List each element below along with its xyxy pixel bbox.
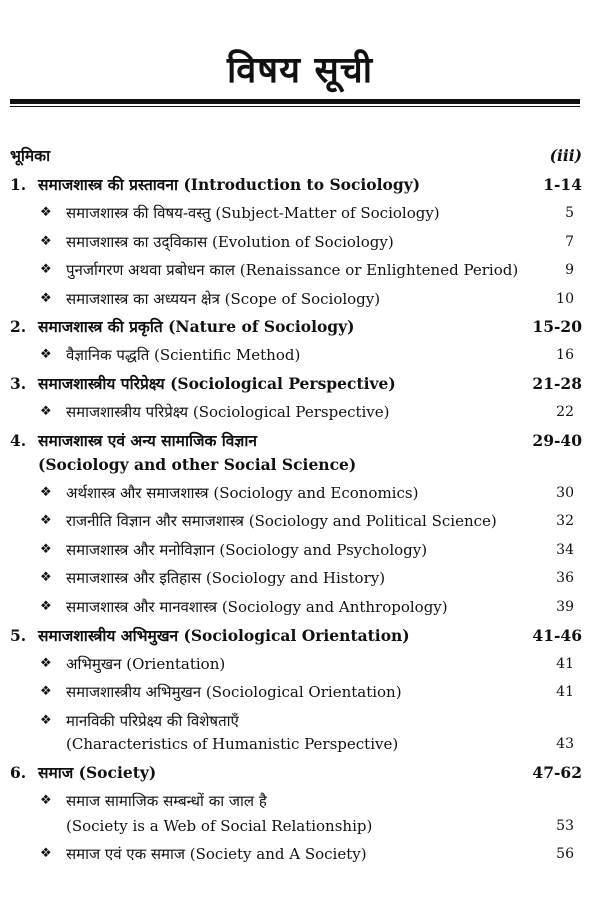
toc-entry-row[interactable] — [10, 790, 582, 812]
entry-page: 22 — [556, 404, 574, 420]
chapter-row[interactable] — [10, 762, 582, 784]
chapter-row[interactable] — [10, 316, 582, 338]
entry-title: समाजशास्त्रीय अभिमुखन (Sociological Orientation) — [66, 683, 402, 701]
chapter-title-english: (Sociology and other Social Science) — [38, 455, 357, 474]
chapter-title: समाजशास्त्र की प्रस्तावना (Introduction to Sociology) — [38, 175, 421, 194]
entry-page: 10 — [556, 291, 574, 307]
chapter-number: 2. — [10, 317, 27, 336]
entry-page: 41 — [556, 684, 574, 700]
chapter-title-continued-row — [10, 454, 582, 476]
entry-page: 43 — [556, 736, 574, 752]
entry-title-english: (Society is a Web of Social Relationship) — [66, 817, 373, 835]
chapter-title: समाजशास्त्रीय अभिमुखन (Sociological Orientation) — [38, 626, 410, 645]
toc-entry-row[interactable] — [10, 596, 582, 618]
chapter-title: समाज (Society) — [38, 763, 157, 782]
chapter-row[interactable] — [10, 373, 582, 395]
chapter-number: 4. — [10, 431, 27, 450]
entry-title-english: (Characteristics of Humanistic Perspective) — [66, 735, 399, 753]
entry-title: मानविकी परिप्रेक्ष्य की विशेषताएँ — [66, 712, 239, 730]
entry-page: 32 — [556, 513, 574, 529]
diamond-bullet-icon: ❖ — [40, 347, 52, 362]
preface-label: भूमिका — [10, 146, 51, 165]
diamond-bullet-icon: ❖ — [40, 234, 52, 249]
diamond-bullet-icon: ❖ — [40, 404, 52, 419]
toc-entry-row[interactable] — [10, 681, 582, 703]
entry-title: समाजशास्त्र की विषय-वस्तु (Subject-Matter of Sociology) — [66, 204, 440, 222]
entry-title: राजनीति विज्ञान और समाजशास्त्र (Sociology and Political Science) — [66, 512, 497, 530]
entry-page: 53 — [556, 818, 574, 834]
entry-page: 30 — [556, 485, 574, 501]
chapter-title: समाजशास्त्र की प्रकृति (Nature of Sociology) — [38, 317, 355, 336]
diamond-bullet-icon: ❖ — [40, 599, 52, 614]
preface-page: (iii) — [549, 146, 582, 165]
entry-title: समाज सामाजिक सम्बन्धों का जाल है — [66, 792, 267, 810]
toc-entry-row[interactable] — [10, 653, 582, 675]
diamond-bullet-icon: ❖ — [40, 570, 52, 585]
entry-title: समाजशास्त्र और मनोविज्ञान (Sociology and Psychology) — [66, 541, 428, 559]
entry-title: समाजशास्त्र और मानवशास्त्र (Sociology and Anthropology) — [66, 598, 448, 616]
entry-page: 39 — [556, 599, 574, 615]
chapter-number: 1. — [10, 175, 27, 194]
toc-entry-row[interactable] — [10, 401, 582, 423]
chapter-pages: 47-62 — [532, 763, 582, 782]
toc-entry-continued-row — [10, 815, 582, 837]
chapter-number: 5. — [10, 626, 27, 645]
chapter-row[interactable] — [10, 625, 582, 647]
chapter-number: 3. — [10, 374, 27, 393]
page-title: विषय सूची — [226, 50, 374, 91]
diamond-bullet-icon: ❖ — [40, 713, 52, 728]
entry-page: 34 — [556, 542, 574, 558]
chapter-row[interactable] — [10, 174, 582, 196]
entry-page: 56 — [556, 846, 574, 862]
toc-entry-row[interactable] — [10, 843, 582, 865]
diamond-bullet-icon: ❖ — [40, 542, 52, 557]
chapter-row[interactable] — [10, 430, 582, 452]
toc-entry-row[interactable] — [10, 482, 582, 504]
entry-title: समाजशास्त्र का उद्‌विकास (Evolution of Sociology) — [66, 233, 394, 251]
toc-entry-row[interactable] — [10, 710, 582, 732]
entry-title: वैज्ञानिक पद्धति (Scientific Method) — [66, 346, 301, 364]
toc-entry-row[interactable] — [10, 288, 582, 310]
chapter-pages: 41-46 — [532, 626, 582, 645]
chapter-pages: 1-14 — [543, 175, 582, 194]
diamond-bullet-icon: ❖ — [40, 684, 52, 699]
toc-entry-row[interactable] — [10, 567, 582, 589]
entry-title: अभिमुखन (Orientation) — [66, 655, 226, 673]
diamond-bullet-icon: ❖ — [40, 513, 52, 528]
diamond-bullet-icon: ❖ — [40, 656, 52, 671]
toc-entry-row[interactable] — [10, 344, 582, 366]
toc-entry-row[interactable] — [10, 539, 582, 561]
chapter-pages: 21-28 — [532, 374, 582, 393]
diamond-bullet-icon: ❖ — [40, 291, 52, 306]
diamond-bullet-icon: ❖ — [40, 793, 52, 808]
chapter-title: समाजशास्त्र एवं अन्य सामाजिक विज्ञान — [38, 431, 257, 450]
toc-entry-row[interactable] — [10, 259, 582, 281]
preface-row[interactable] — [10, 145, 582, 167]
diamond-bullet-icon: ❖ — [40, 205, 52, 220]
entry-page: 41 — [556, 656, 574, 672]
toc-entry-continued-row — [10, 733, 582, 755]
toc-entry-row[interactable] — [10, 202, 582, 224]
diamond-bullet-icon: ❖ — [40, 846, 52, 861]
chapter-title: समाजशास्त्रीय परिप्रेक्ष्य (Sociological Perspective) — [38, 374, 396, 393]
entry-title: समाज एवं एक समाज (Society and A Society) — [66, 845, 367, 863]
entry-page: 16 — [556, 347, 574, 363]
chapter-pages: 15-20 — [532, 317, 582, 336]
entry-title: समाजशास्त्रीय परिप्रेक्ष्य (Sociological Perspective) — [66, 403, 390, 421]
entry-page: 36 — [556, 570, 574, 586]
entry-page: 9 — [565, 262, 574, 278]
entry-title: समाजशास्त्र का अध्ययन क्षेत्र (Scope of Sociology) — [66, 290, 381, 308]
entry-page: 7 — [565, 234, 574, 250]
entry-title: अर्थशास्त्र और समाजशास्त्र (Sociology and Economics) — [66, 484, 419, 502]
entry-title: पुनर्जागरण अथवा प्रबोधन काल (Renaissance or Enlightened Period) — [66, 261, 519, 279]
toc-entry-row[interactable] — [10, 231, 582, 253]
entry-page: 5 — [565, 205, 574, 221]
toc-entry-row[interactable] — [10, 510, 582, 532]
diamond-bullet-icon: ❖ — [40, 262, 52, 277]
diamond-bullet-icon: ❖ — [40, 485, 52, 500]
entry-title: समाजशास्त्र और इतिहास (Sociology and History) — [66, 569, 386, 587]
chapter-number: 6. — [10, 763, 27, 782]
chapter-pages: 29-40 — [532, 431, 582, 450]
